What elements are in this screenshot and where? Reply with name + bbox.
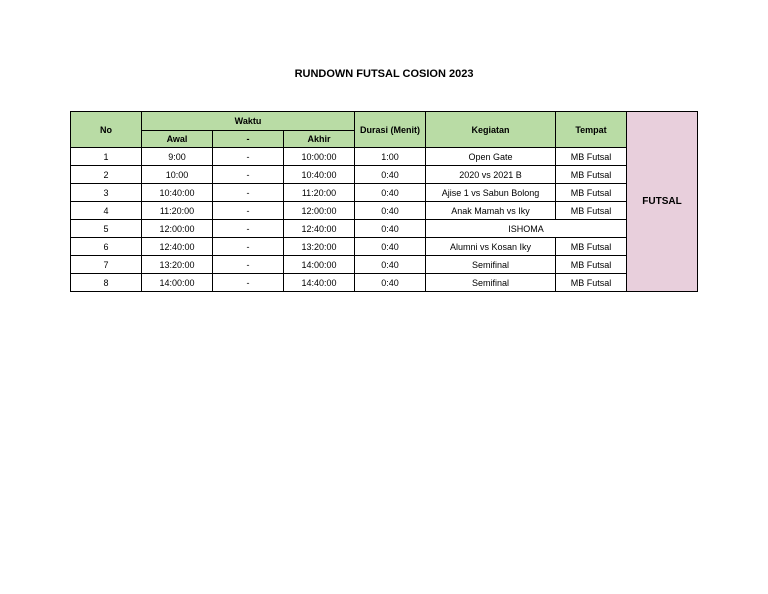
cell-durasi: 0:40 bbox=[355, 184, 426, 202]
table-row bbox=[71, 256, 698, 274]
cell-separator: - bbox=[213, 238, 284, 256]
cell-akhir: 12:00:00 bbox=[284, 202, 355, 220]
cell-kegiatan: Anak Mamah vs Iky bbox=[426, 202, 556, 220]
header-waktu: Waktu bbox=[142, 112, 355, 131]
table-row bbox=[71, 148, 698, 166]
cell-durasi: 0:40 bbox=[355, 238, 426, 256]
cell-kegiatan: Ajise 1 vs Sabun Bolong bbox=[426, 184, 556, 202]
cell-akhir: 11:20:00 bbox=[284, 184, 355, 202]
cell-awal: 12:40:00 bbox=[142, 238, 213, 256]
cell-tempat: MB Futsal bbox=[556, 274, 627, 292]
cell-awal: 14:00:00 bbox=[142, 274, 213, 292]
cell-awal: 10:00 bbox=[142, 166, 213, 184]
cell-kegiatan: Alumni vs Kosan Iky bbox=[426, 238, 556, 256]
cell-separator: - bbox=[213, 166, 284, 184]
cell-no: 6 bbox=[71, 238, 142, 256]
cell-no: 4 bbox=[71, 202, 142, 220]
cell-no: 2 bbox=[71, 166, 142, 184]
cell-akhir: 13:20:00 bbox=[284, 238, 355, 256]
cell-separator: - bbox=[213, 148, 284, 166]
header-tempat: Tempat bbox=[556, 112, 627, 148]
cell-kegiatan: Semifinal bbox=[426, 256, 556, 274]
cell-no: 5 bbox=[71, 220, 142, 238]
cell-tempat: MB Futsal bbox=[556, 184, 627, 202]
venue-cell: FUTSAL bbox=[627, 112, 698, 292]
header-kegiatan: Kegiatan bbox=[426, 112, 556, 148]
cell-durasi: 0:40 bbox=[355, 166, 426, 184]
table-row bbox=[71, 166, 698, 184]
table-row bbox=[71, 274, 698, 292]
cell-tempat: MB Futsal bbox=[556, 148, 627, 166]
cell-tempat: MB Futsal bbox=[556, 166, 627, 184]
cell-awal: 9:00 bbox=[142, 148, 213, 166]
cell-akhir: 12:40:00 bbox=[284, 220, 355, 238]
cell-kegiatan: Semifinal bbox=[426, 274, 556, 292]
cell-separator: - bbox=[213, 184, 284, 202]
cell-awal: 10:40:00 bbox=[142, 184, 213, 202]
header-akhir: Akhir bbox=[284, 131, 355, 148]
cell-no: 1 bbox=[71, 148, 142, 166]
cell-tempat: MB Futsal bbox=[556, 202, 627, 220]
cell-separator: - bbox=[213, 274, 284, 292]
cell-no: 3 bbox=[71, 184, 142, 202]
header-durasi: Durasi (Menit) bbox=[355, 112, 426, 148]
cell-no: 7 bbox=[71, 256, 142, 274]
cell-separator: - bbox=[213, 202, 284, 220]
cell-akhir: 14:40:00 bbox=[284, 274, 355, 292]
cell-durasi: 0:40 bbox=[355, 274, 426, 292]
header-separator: - bbox=[213, 131, 284, 148]
table-row bbox=[71, 202, 698, 220]
header-no: No bbox=[71, 112, 142, 148]
table-row bbox=[71, 220, 698, 238]
cell-tempat: MB Futsal bbox=[556, 256, 627, 274]
cell-akhir: 14:00:00 bbox=[284, 256, 355, 274]
cell-separator: - bbox=[213, 220, 284, 238]
cell-tempat: MB Futsal bbox=[556, 238, 627, 256]
header-row bbox=[71, 112, 698, 131]
cell-akhir: 10:40:00 bbox=[284, 166, 355, 184]
cell-no: 8 bbox=[71, 274, 142, 292]
cell-awal: 11:20:00 bbox=[142, 202, 213, 220]
cell-akhir: 10:00:00 bbox=[284, 148, 355, 166]
cell-kegiatan: 2020 vs 2021 B bbox=[426, 166, 556, 184]
cell-kegiatan-break: ISHOMA bbox=[426, 220, 627, 238]
cell-durasi: 0:40 bbox=[355, 220, 426, 238]
cell-separator: - bbox=[213, 256, 284, 274]
cell-durasi: 0:40 bbox=[355, 202, 426, 220]
cell-durasi: 1:00 bbox=[355, 148, 426, 166]
rundown-table bbox=[70, 111, 698, 292]
table-row bbox=[71, 238, 698, 256]
table-row bbox=[71, 184, 698, 202]
cell-kegiatan: Open Gate bbox=[426, 148, 556, 166]
cell-awal: 13:20:00 bbox=[142, 256, 213, 274]
document-title: RUNDOWN FUTSAL COSION 2023 bbox=[294, 68, 474, 80]
cell-durasi: 0:40 bbox=[355, 256, 426, 274]
header-awal: Awal bbox=[142, 131, 213, 148]
cell-awal: 12:00:00 bbox=[142, 220, 213, 238]
